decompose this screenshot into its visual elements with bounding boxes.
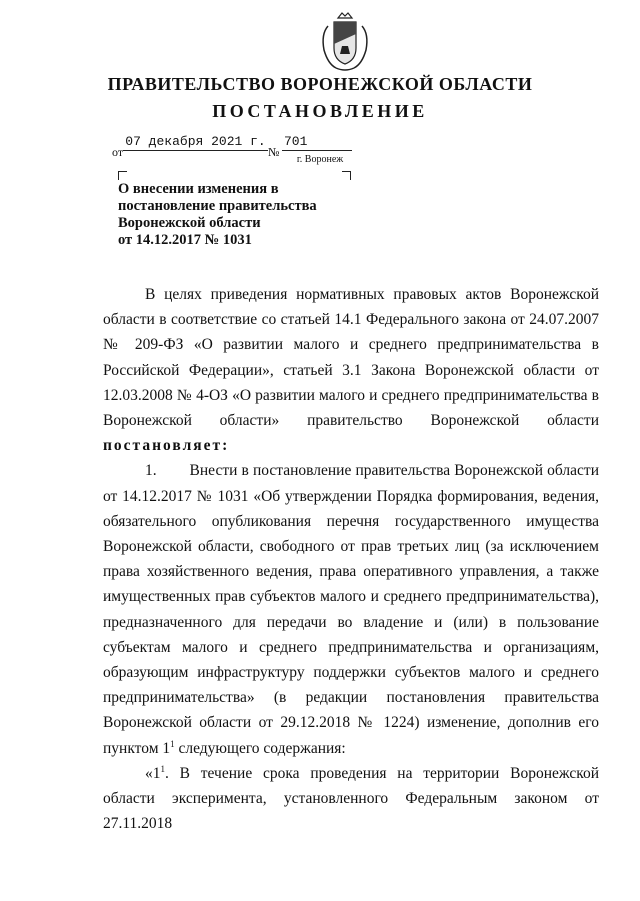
clause-tail: следующего содержания: — [174, 739, 346, 757]
clause-superscript: 1 — [170, 738, 175, 749]
subject-line: Воронежской области — [118, 215, 261, 231]
subject-corner-left — [118, 171, 127, 180]
new-clause-superscript: 1 — [160, 763, 165, 774]
document-date: 07 декабря 2021 г. — [123, 134, 268, 151]
government-title: ПРАВИТЕЛЬСТВО ВОРОНЕЖСКОЙ ОБЛАСТИ — [107, 74, 533, 94]
preamble-text: В целях приведения нормативных правовых актов Воронежской области в соответствие со статьей 14.1 Федерального закона от 24.07.2007 № 209-ФЗ «О развитии малого и среднего предпринимательства в Российской Федерации», статьей 3.1 Закона Воронежской области от 12.03.2008 № 4-ОЗ «О развитии малого и среднего предпринимательства в Воронежской области» правительство Воронежской области — [103, 286, 599, 430]
subject-line: постановление правительства — [118, 198, 317, 214]
coat-of-arms-emblem — [316, 10, 374, 74]
subject-corner-right — [342, 171, 351, 180]
document-number: 701 — [282, 134, 352, 151]
clause-text: Внести в постановление правительства Воронежской области от 14.12.2017 № 1031 «Об утверждении Порядка формирования, ведения, обязательного опубликования перечня государственного имущества Воронежской области, свободного от прав третьих лиц (за исключением права хозяйственного ведения, права оперативного управления, а также имущественных прав субъектов малого и среднего предпринимательства), предназначенного для передачи во владение и (или) в пользование субъектам малого и среднего предпринимательства и организациям, образующим инфраструктуру поддержки субъектов малого и среднего предпринимательства» (в редакции постановления правительства Воронежской области от 29.12.2018 № 1224) изменение, дополнив его пунктом 1 — [103, 462, 599, 757]
new-clause-open: «1 — [145, 764, 161, 782]
subject-line: О внесении изменения в — [118, 181, 279, 197]
new-clause-text: . В течение срока проведения на территории Воронежской области эксперимента, установленного Федеральным законом от 27.11.2018 — [103, 764, 599, 833]
preamble-paragraph — [103, 282, 599, 458]
date-prefix-label: от — [112, 145, 124, 159]
resolves-word: постановляет: — [103, 437, 230, 455]
number-sign-label: № — [268, 145, 280, 159]
clause-number: 1. — [145, 462, 157, 480]
document-type-heading: ПОСТАНОВЛЕНИЕ — [212, 101, 428, 121]
clause-1-paragraph — [103, 458, 599, 760]
document-subject — [118, 181, 358, 249]
document-body — [103, 282, 599, 836]
subject-line: от 14.12.2017 № 1031 — [118, 232, 252, 248]
city-label: г. Воронеж — [296, 154, 344, 165]
clause-1-1-paragraph — [103, 761, 599, 837]
